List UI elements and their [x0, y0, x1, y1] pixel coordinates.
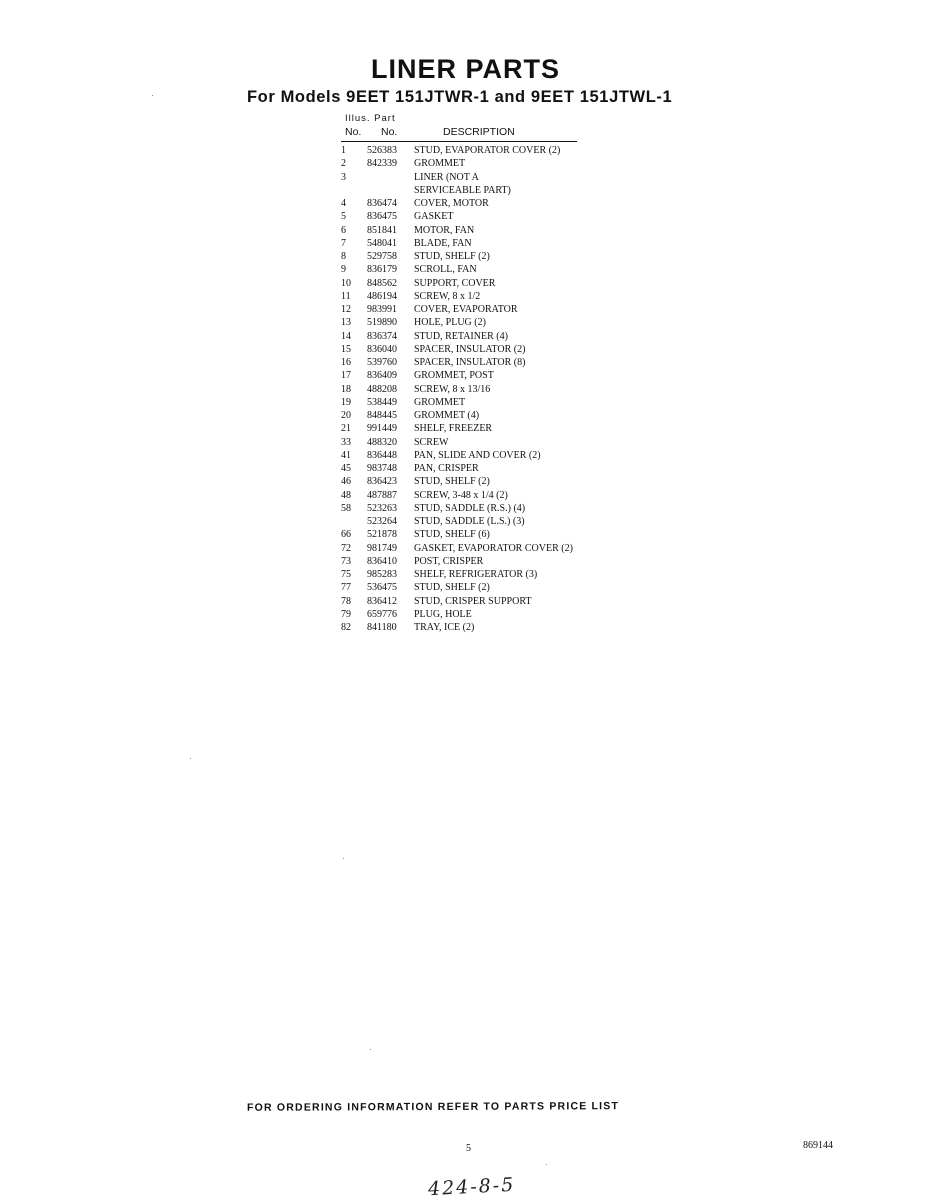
description-header: DESCRIPTION — [443, 126, 515, 138]
part-row — [341, 369, 641, 382]
scan-speck — [343, 858, 344, 859]
part-number: 488208 — [367, 383, 397, 395]
part-description: SHELF, REFRIGERATOR (3) — [414, 569, 538, 580]
part-number: 983748 — [367, 463, 397, 474]
part-row — [341, 396, 641, 409]
part-number: 836475 — [367, 211, 397, 223]
part-number: 836448 — [367, 449, 397, 461]
part-description: STUD, EVAPORATOR COVER (2) — [414, 145, 561, 156]
illus-number: 2 — [341, 158, 346, 170]
parts-list — [341, 144, 641, 634]
part-number: 659776 — [367, 608, 397, 620]
illus-number: 77 — [341, 582, 351, 594]
illus-number: 41 — [341, 449, 351, 461]
handwritten-note: 424-8-5 — [427, 1173, 516, 1200]
part-row — [341, 621, 641, 634]
part-description: POST, CRISPER — [414, 555, 484, 567]
part-description: BLADE, FAN — [414, 237, 472, 249]
part-number: 848445 — [367, 410, 397, 421]
illus-number: 75 — [341, 569, 351, 580]
ordering-note: FOR ORDERING INFORMATION REFER TO PARTS PRICE LIST — [246, 1100, 620, 1114]
illus-number: 82 — [341, 622, 351, 633]
illus-number: 78 — [341, 595, 351, 607]
part-description: TRAY, ICE (2) — [414, 622, 475, 633]
illus-number: 45 — [341, 463, 351, 474]
illus-number: 33 — [341, 436, 351, 448]
part-number: 836040 — [367, 343, 397, 355]
part-row — [341, 237, 641, 250]
part-row — [341, 595, 641, 608]
part-row — [341, 210, 641, 223]
illus-number: 73 — [341, 555, 351, 567]
part-no-header: No. — [381, 126, 398, 138]
part-description: STUD, SHELF (2) — [414, 251, 490, 262]
part-description: SCREW, 8 x 13/16 — [414, 383, 491, 395]
part-number: 836410 — [367, 555, 397, 567]
illus-number: 46 — [341, 476, 351, 488]
part-number: 488320 — [367, 436, 397, 448]
scan-speck — [152, 95, 153, 96]
part-number: 841180 — [367, 622, 397, 633]
part-description: SHELF, FREEZER — [414, 423, 493, 435]
part-description: PAN, SLIDE AND COVER (2) — [414, 449, 541, 461]
scan-speck — [370, 1049, 371, 1050]
part-row — [341, 330, 641, 343]
part-row — [341, 608, 641, 621]
illus-number: 9 — [341, 264, 346, 276]
part-number: 985283 — [367, 569, 397, 580]
part-row — [341, 316, 641, 329]
part-description: LINER (NOT A — [414, 171, 479, 183]
part-row — [341, 383, 641, 396]
illus-number: 19 — [341, 396, 351, 408]
illus-number: 48 — [341, 489, 351, 501]
illus-no-header: No. — [345, 126, 362, 138]
part-row — [341, 422, 641, 435]
part-row — [341, 542, 641, 555]
part-row — [341, 356, 641, 369]
illus-number: 21 — [341, 423, 351, 435]
part-number: 983991 — [367, 304, 397, 315]
scan-speck — [190, 758, 191, 759]
part-row — [341, 568, 641, 581]
illus-number: 10 — [341, 277, 351, 289]
part-row — [341, 197, 641, 210]
part-description: GROMMET — [414, 396, 466, 408]
part-number: 536475 — [367, 582, 397, 594]
part-description: SCREW, 3-48 x 1/4 (2) — [414, 489, 508, 501]
part-row — [341, 290, 641, 303]
part-row — [341, 462, 641, 475]
part-row — [341, 581, 641, 594]
part-description: STUD, SHELF (2) — [414, 582, 490, 594]
part-row — [341, 144, 641, 157]
illus-number: 14 — [341, 330, 351, 342]
page-number: 5 — [466, 1143, 471, 1154]
part-description: GROMMET — [414, 158, 466, 170]
part-description: SCROLL, FAN — [414, 264, 477, 276]
part-number: 836412 — [367, 595, 397, 607]
part-row — [341, 409, 641, 422]
part-number: 836179 — [367, 264, 397, 276]
part-description: SUPPORT, COVER — [414, 277, 496, 289]
illus-number: 17 — [341, 370, 351, 382]
page-title: LINER PARTS — [371, 54, 561, 84]
part-row — [341, 171, 641, 184]
part-description: STUD, RETAINER (4) — [414, 330, 508, 342]
illus-number: 6 — [341, 224, 346, 236]
column-header-row — [345, 126, 577, 142]
part-description: MOTOR, FAN — [414, 224, 475, 236]
illus-number: 72 — [341, 542, 351, 554]
part-description: STUD, SADDLE (R.S.) (4) — [414, 502, 526, 514]
part-number: 842339 — [367, 158, 397, 170]
part-description: STUD, SHELF (6) — [414, 529, 490, 541]
part-number: 538449 — [367, 396, 397, 408]
part-row — [341, 157, 641, 170]
illus-number: 12 — [341, 304, 351, 315]
part-description: PAN, CRISPER — [414, 463, 479, 474]
part-number: 836374 — [367, 330, 397, 342]
part-description: SERVICEABLE PART) — [414, 184, 511, 196]
illus-number: 8 — [341, 251, 346, 262]
part-row — [341, 515, 641, 528]
illus-number: 16 — [341, 357, 351, 368]
illus-number: 5 — [341, 211, 346, 223]
part-number: 836409 — [367, 370, 397, 382]
part-row — [341, 277, 641, 290]
part-row — [341, 449, 641, 462]
part-number: 539760 — [367, 357, 397, 368]
column-group-header: Illus. Part — [345, 113, 396, 124]
scan-speck — [546, 1164, 547, 1165]
illus-number: 58 — [341, 502, 351, 514]
part-number: 529758 — [367, 251, 397, 262]
part-row — [341, 528, 641, 541]
illus-number: 1 — [341, 145, 346, 156]
model-subtitle: For Models 9EET 151JTWR-1 and 9EET 151JTWL-1 — [247, 88, 673, 106]
part-description: SCREW — [414, 436, 449, 448]
part-row — [341, 555, 641, 568]
part-description: PLUG, HOLE — [414, 608, 472, 620]
part-number: 523263 — [367, 502, 397, 514]
illus-number: 13 — [341, 317, 351, 329]
part-number: 521878 — [367, 529, 397, 541]
part-description: STUD, SHELF (2) — [414, 476, 490, 488]
illus-number: 11 — [341, 290, 351, 302]
part-description: SPACER, INSULATOR (2) — [414, 343, 526, 355]
part-number: 526383 — [367, 145, 397, 156]
part-number: 981749 — [367, 542, 397, 554]
illus-number: 4 — [341, 198, 346, 209]
part-number: 991449 — [367, 423, 397, 435]
part-description: COVER, MOTOR — [414, 198, 489, 209]
illus-number: 18 — [341, 383, 351, 395]
part-description: SPACER, INSULATOR (8) — [414, 357, 526, 368]
part-row — [341, 250, 641, 263]
illus-number: 3 — [341, 171, 346, 183]
part-row — [341, 489, 641, 502]
part-number: 836423 — [367, 476, 397, 488]
part-number: 519890 — [367, 317, 397, 329]
part-row — [341, 303, 641, 316]
part-number: 851841 — [367, 224, 397, 236]
illus-number: 7 — [341, 237, 346, 249]
part-description: COVER, EVAPORATOR — [414, 304, 518, 315]
part-number: 848562 — [367, 277, 397, 289]
part-row — [341, 343, 641, 356]
illus-number: 79 — [341, 608, 351, 620]
part-description: STUD, CRISPER SUPPORT — [414, 595, 532, 607]
part-description: GROMMET (4) — [414, 410, 480, 421]
illus-number: 66 — [341, 529, 351, 541]
header-rule — [341, 141, 577, 142]
part-number: 548041 — [367, 237, 397, 249]
part-description: SCREW, 8 x 1/2 — [414, 290, 481, 302]
part-row — [341, 263, 641, 276]
part-row — [341, 502, 641, 515]
document-number: 869144 — [803, 1140, 833, 1151]
part-number: 486194 — [367, 290, 397, 302]
illus-number: 20 — [341, 410, 351, 421]
part-description: GROMMET, POST — [414, 370, 494, 382]
part-description: HOLE, PLUG (2) — [414, 317, 486, 329]
part-row — [341, 436, 641, 449]
part-number: 523264 — [367, 516, 397, 527]
part-description: STUD, SADDLE (L.S.) (3) — [414, 516, 525, 527]
part-description: GASKET, EVAPORATOR COVER (2) — [414, 542, 573, 554]
part-number: 836474 — [367, 198, 397, 209]
part-row — [341, 184, 641, 197]
illus-number: 15 — [341, 343, 351, 355]
part-number: 487887 — [367, 489, 397, 501]
part-row — [341, 224, 641, 237]
part-row — [341, 475, 641, 488]
part-description: GASKET — [414, 211, 454, 223]
